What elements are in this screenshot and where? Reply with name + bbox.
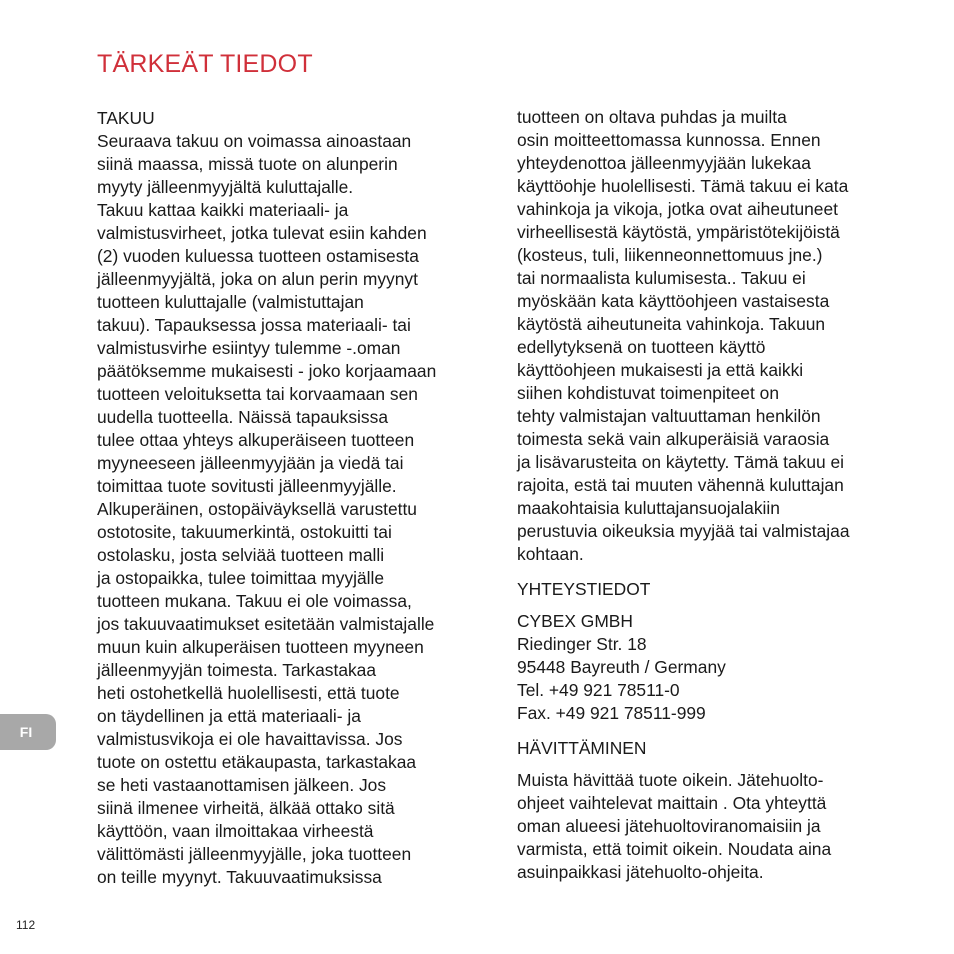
text-line: päätöksemme mukaisesti - joko korjaamaan xyxy=(97,361,437,381)
text-line: siinä ilmenee virheitä, älkää ottako sitä xyxy=(97,798,395,818)
text-line: tuotteen kuluttajalle (valmistuttajan xyxy=(97,292,364,312)
warranty-text-left xyxy=(97,130,487,889)
text-line: tuote on ostettu etäkaupasta, tarkastakaa xyxy=(97,752,417,772)
text-line: yhteydenottoa jälleenmyyjään lukekaa xyxy=(517,153,811,173)
text-line: ohjeet vaihtelevat maittain . Ota yhteyttä xyxy=(517,793,827,813)
text-line: uudella tuotteella. Näissä tapauksissa xyxy=(97,407,388,427)
text-line: myöskään kata käyttöohjeen vastaisesta xyxy=(517,291,830,311)
text-line: tuotteen on oltava puhdas ja muilta xyxy=(517,107,787,127)
text-line: ostotosite, takuumerkintä, ostokuitti tai xyxy=(97,522,392,542)
text-line: tulee ottaa yhteys alkuperäiseen tuotteen xyxy=(97,430,415,450)
text-line: Takuu kattaa kaikki materiaali- ja xyxy=(97,200,349,220)
text-line: toimittaa tuote sovitusti jälleenmyyjälle. xyxy=(97,476,397,496)
text-line: asuinpaikkasi jätehuolto-ohjeita. xyxy=(517,862,764,882)
text-line: ja lisävarusteita on käytetty. Tämä takuu ei xyxy=(517,452,845,472)
language-tab: FI xyxy=(0,714,56,750)
text-line: Alkuperäinen, ostopäiväyksellä varustettu xyxy=(97,499,417,519)
text-line: virheellisestä käytöstä, ympäristötekijöistä xyxy=(517,222,840,242)
text-line: heti ostohetkellä huolellisesti, että tuote xyxy=(97,683,400,703)
text-line: (2) vuoden kuluessa tuotteen ostamisesta xyxy=(97,246,419,266)
text-line: jos takuuvaatimukset esitetään valmistajalle xyxy=(97,614,435,634)
text-line: tai normaalista kulumisesta.. Takuu ei xyxy=(517,268,806,288)
text-line: käytöstä aiheutuneita vahinkoja. Takuun xyxy=(517,314,826,334)
text-line: myyty jälleenmyyjältä kuluttajalle. xyxy=(97,177,354,197)
text-line: käyttöön, vaan ilmoittakaa virheestä xyxy=(97,821,374,841)
text-line: välittömästi jälleenmyyjälle, joka tuotteen xyxy=(97,844,412,864)
text-line: ostolasku, josta selviää tuotteen malli xyxy=(97,545,385,565)
text-line: Muista hävittää tuote oikein. Jätehuolto- xyxy=(517,770,824,790)
contact-street: Riedinger Str. 18 xyxy=(517,634,647,654)
warranty-text-right xyxy=(517,106,907,566)
page-title: TÄRKEÄT TIEDOT xyxy=(97,50,313,78)
text-line: toimesta sekä vain alkuperäisiä varaosia xyxy=(517,429,830,449)
contact-phone: Tel. +49 921 78511-0 xyxy=(517,680,680,700)
contact-heading: YHTEYSTIEDOT xyxy=(517,579,651,599)
text-line: ja ostopaikka, tulee toimittaa myyjälle xyxy=(97,568,385,588)
text-line: maakohtaisia kuluttajansuojalakiin xyxy=(517,498,780,518)
text-line: tuotteen mukana. Takuu ei ole voimassa, xyxy=(97,591,412,611)
text-line: on täydellinen ja että materiaali- ja xyxy=(97,706,361,726)
text-line: jälleenmyyjän toimesta. Tarkastakaa xyxy=(97,660,377,680)
text-line: rajoita, estä tai muuten vähennä kuluttajan xyxy=(517,475,844,495)
disposal-text xyxy=(517,769,907,884)
text-line: kohtaan. xyxy=(517,544,584,564)
text-line: (kosteus, tuli, liikenneonnettomuus jne.) xyxy=(517,245,823,265)
text-line: vahinkoja ja vikoja, jotka ovat aiheutuneet xyxy=(517,199,838,219)
text-line: valmistusvikoja ei ole havaittavissa. Jos xyxy=(97,729,403,749)
contact-city: 95448 Bayreuth / Germany xyxy=(517,657,726,677)
contact-fax: Fax. +49 921 78511-999 xyxy=(517,703,706,723)
text-line: oman alueesi jätehuoltoviranomaisiin ja xyxy=(517,816,821,836)
text-line: valmistusvirhe esiintyy tulemme -.oman xyxy=(97,338,401,358)
text-line: perustuvia oikeuksia myyjää tai valmistajaa xyxy=(517,521,850,541)
text-line: edellytyksenä on tuotteen käyttö xyxy=(517,337,766,357)
text-line: käyttöohje huolellisesti. Tämä takuu ei kata xyxy=(517,176,849,196)
text-line: käyttöohjeen mukaisesti ja että kaikki xyxy=(517,360,804,380)
warranty-heading: TAKUU xyxy=(97,108,155,128)
text-line: varmista, että toimit oikein. Noudata aina xyxy=(517,839,832,859)
right-column xyxy=(517,106,907,884)
company-name: CYBEX GMBH xyxy=(517,611,633,631)
text-line: siihen kohdistuvat toimenpiteet on xyxy=(517,383,779,403)
disposal-heading: HÄVITTÄMINEN xyxy=(517,738,647,758)
page-number: 112 xyxy=(16,918,36,932)
text-line: Seuraava takuu on voimassa ainoastaan xyxy=(97,131,412,151)
text-line: jälleenmyyjältä, joka on alun perin myynyt xyxy=(97,269,418,289)
text-line: siinä maassa, missä tuote on alunperin xyxy=(97,154,398,174)
text-line: takuu). Tapauksessa jossa materiaali- tai xyxy=(97,315,411,335)
text-line: tuotteen veloituksetta tai korvaamaan sen xyxy=(97,384,418,404)
left-column xyxy=(97,107,487,889)
text-line: osin moitteettomassa kunnossa. Ennen xyxy=(517,130,821,150)
text-line: myyneeseen jälleenmyyjään ja viedä tai xyxy=(97,453,404,473)
text-line: valmistusvirheet, jotka tulevat esiin kahden xyxy=(97,223,427,243)
text-line: on teille myynyt. Takuuvaatimuksissa xyxy=(97,867,382,887)
text-line: se heti vastaanottamisen jälkeen. Jos xyxy=(97,775,387,795)
text-line: muun kuin alkuperäisen tuotteen myyneen xyxy=(97,637,424,657)
text-line: tehty valmistajan valtuuttaman henkilön xyxy=(517,406,821,426)
